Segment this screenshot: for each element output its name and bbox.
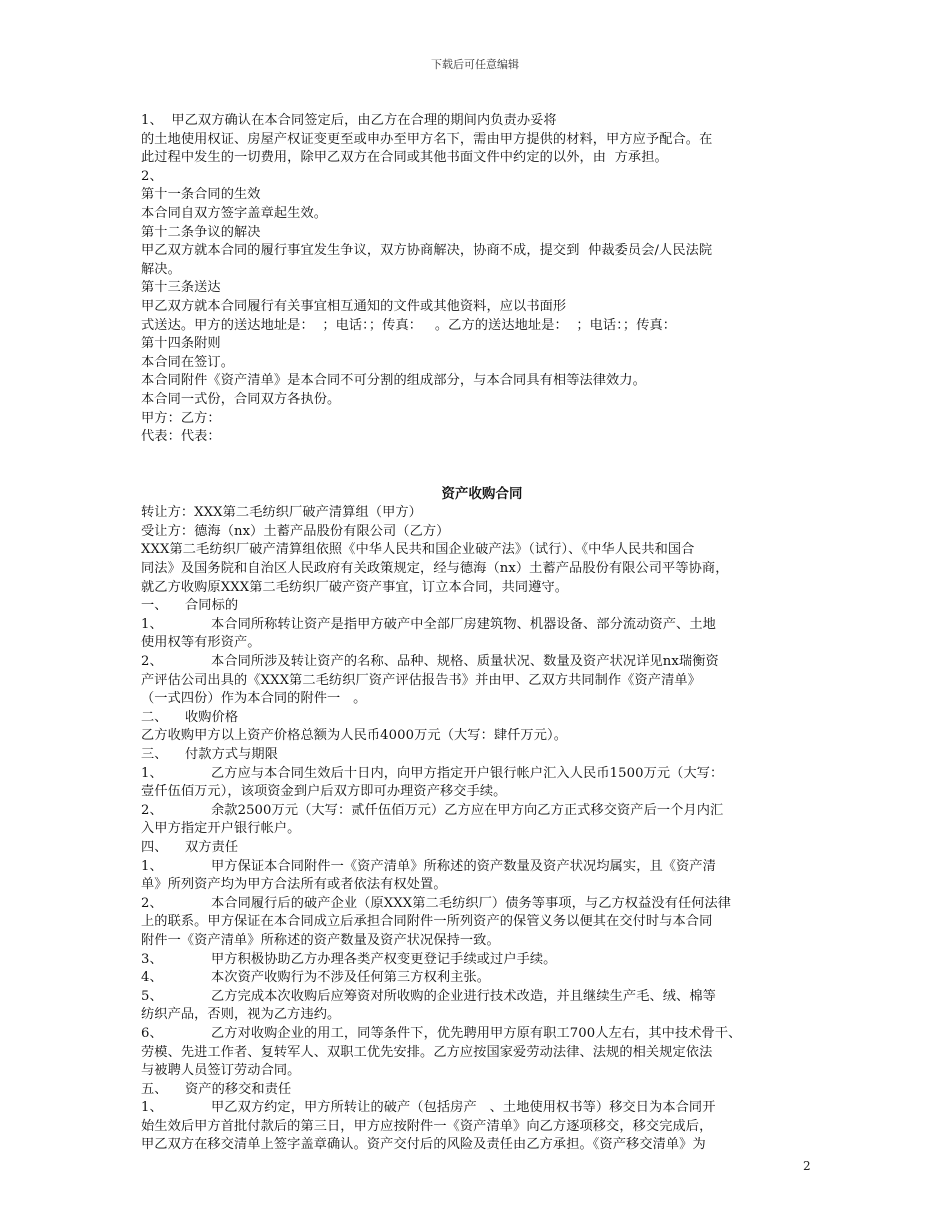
text-line	[141, 1118, 823, 1137]
clause-number: 6、	[141, 1025, 163, 1041]
text-line: 本合同自双方签字盖章起生效。	[141, 205, 328, 221]
contract-title: 资产收购合同	[441, 485, 523, 502]
text-line: 第十三条送达	[141, 280, 221, 296]
section-heading	[141, 1081, 823, 1100]
clause-text: 收购价格	[185, 709, 239, 725]
text-line: 的土地使用权证、房屋产权证变更至或申办至甲方名下，需由甲方提供的材料，甲方应予配合。在	[141, 131, 713, 147]
clause-text: 甲乙双方约定，甲方所转让的破产（包括房产 、土地使用权书等）移交日为本合同开	[211, 1100, 716, 1116]
text-line: 第十四条附则	[141, 336, 221, 352]
text-line	[141, 820, 823, 839]
clause-text: 甲方积极协助乙方办理各类产权变更登记手续或过户手续。	[211, 951, 557, 967]
clause-number: 5、	[141, 988, 163, 1004]
clause-text: 劳模、先进工作者、复转军人、双职工优先安排。乙方应按国家爱劳动法律、法规的相关规定依法	[141, 1044, 713, 1060]
text-line: 本合同在签订。	[141, 354, 235, 370]
section-heading	[141, 709, 823, 728]
text-line: 2、	[141, 168, 163, 184]
numbered-clause	[141, 765, 823, 784]
clause-number: 4、	[141, 970, 163, 986]
clause-text: 产评估公司出具的《XXX第二毛纺织厂资产评估报告书》并由甲、乙双方共同制作《资产清单》	[141, 672, 701, 688]
text-line	[141, 579, 823, 598]
text-line: 第十二条争议的解决	[141, 224, 261, 240]
clause-number: 3、	[141, 951, 163, 967]
clause-text: 乙方完成本次收购后应筹资对所收购的企业进行技术改造，并且继续生产毛、绒、棉等	[211, 988, 716, 1004]
text-line: 1、 甲乙双方确认在本合同签定后，由乙方在合理的期间内负责办妥将	[141, 113, 557, 128]
clause-text: 乙方应与本合同生效后十日内，向甲方指定开户银行帐户汇入人民币1500万元（大写：	[211, 765, 724, 781]
clause-number: 2、	[141, 802, 163, 818]
text-line: 甲乙双方就本合同履行有关事宜相互通知的文件或其他资料，应以书面形	[141, 298, 567, 314]
asset-acquisition-contract-body	[141, 504, 823, 1155]
numbered-clause	[141, 1025, 823, 1044]
numbered-clause	[141, 802, 823, 821]
clause-text: 乙方收购甲方以上资产价格总额为人民币4000万元（大写：肆仟万元）。	[141, 728, 567, 744]
numbered-clause	[141, 969, 823, 988]
clause-text: 使用权等有形资产。	[141, 635, 261, 651]
text-line: 第十一条合同的生效	[141, 187, 261, 203]
section-heading	[141, 746, 823, 765]
clause-number: 1、	[141, 858, 163, 874]
numbered-clause	[141, 895, 823, 914]
clause-text: 本合同所涉及转让资产的名称、品种、规格、质量状况、数量及资产状况详见nx瑞衡资	[211, 654, 719, 670]
page-number: 2	[803, 1159, 811, 1173]
clause-text: 余款2500万元（大写：贰仟伍佰万元）乙方应在甲方向乙方正式移交资产后一个月内汇	[211, 802, 724, 818]
clause-text: 与被聘人员签订劳动合同。	[141, 1063, 301, 1079]
numbered-clause	[141, 858, 823, 877]
clause-text: 乙方对收购企业的用工，同等条件下，优先聘用甲方原有职工700人左右，其中技术骨干、	[211, 1025, 742, 1041]
text-line: 解决。	[141, 261, 181, 277]
text-line	[141, 783, 823, 802]
text-line	[141, 690, 823, 709]
clause-text: 始生效后甲方首批付款后的第三日，甲方应按附件一《资产清单》向乙方逐项移交，移交完成后，	[141, 1118, 713, 1134]
text-line	[141, 634, 823, 653]
text-line: 此过程中发生的一切费用，除甲乙双方在合同或其他书面文件中约定的以外，由 方承担。	[141, 150, 668, 166]
clause-text: 甲乙双方在移交清单上签字盖章确认。资产交付后的风险及责任由乙方承担。《资产移交清单》为	[141, 1137, 706, 1153]
clause-number: 1、	[141, 616, 163, 632]
clause-number: 1、	[141, 765, 163, 781]
numbered-clause	[141, 988, 823, 1007]
clause-text: 纺织产品，否则，视为乙方违约。	[141, 1007, 341, 1023]
clause-number: 一、	[141, 598, 168, 614]
clause-text: 附件一《资产清单》所称述的资产数量及资产状况保持一致。	[141, 932, 500, 948]
clause-text: 转让方：XXX第二毛纺织厂破产清算组（甲方）	[141, 505, 422, 521]
clause-text: 壹仟伍佰万元），该项资金到户后双方即可办理资产移交手续。	[141, 784, 507, 800]
clause-number: 四、	[141, 839, 168, 855]
text-line: 本合同附件《资产清单》是本合同不可分割的组成部分，与本合同具有相等法律效力。	[141, 373, 646, 389]
text-line	[141, 727, 823, 746]
clause-text: 付款方式与期限	[185, 747, 279, 762]
clause-text: 合同标的	[185, 598, 239, 614]
clause-text: 受让方：德海（nx）土蓄产品股份有限公司（乙方）	[141, 523, 450, 539]
clause-number: 三、	[141, 747, 168, 762]
clause-number: 二、	[141, 709, 168, 725]
text-line	[141, 523, 823, 542]
section-heading	[141, 839, 823, 858]
text-line	[141, 1136, 823, 1155]
text-line	[141, 1062, 823, 1081]
text-line	[141, 541, 823, 560]
clause-text: 双方责任	[185, 839, 239, 855]
text-line	[141, 913, 823, 932]
clause-text: 本次资产收购行为不涉及任何第三方权利主张。	[211, 970, 491, 986]
clause-number: 五、	[141, 1081, 168, 1097]
page-header: 下载后可任意编辑	[431, 58, 519, 71]
text-line	[141, 876, 823, 895]
clause-text: 甲方保证本合同附件一《资产清单》所称述的资产数量及资产状况均属实，且《资产清	[211, 858, 716, 874]
text-line: 甲方：乙方：	[141, 410, 221, 426]
clause-text: 本合同所称转让资产是指甲方破产中全部厂房建筑物、机器设备、部分流动资产、土地	[211, 616, 716, 632]
text-line: 式送达。甲方的送达地址是： ；电话：；传真： 。乙方的送达地址是： ；电话：；传真：	[141, 317, 677, 333]
text-line	[141, 1044, 823, 1063]
numbered-clause	[141, 1099, 823, 1118]
text-line	[141, 560, 823, 579]
clause-text: 入甲方指定开户银行帐户。	[141, 821, 301, 837]
document-body	[141, 112, 823, 1155]
contract-clauses-previous	[141, 112, 823, 447]
clause-number: 2、	[141, 895, 163, 911]
text-line: 甲乙双方就本合同的履行事宜发生争议，双方协商解决，协商不成，提交到 仲裁委员会/人民法院	[141, 243, 713, 259]
numbered-clause	[141, 616, 823, 635]
text-line: 本合同一式份，合同双方各执份。	[141, 391, 341, 407]
clause-number: 2、	[141, 654, 163, 670]
clause-text: XXX第二毛纺织厂破产清算组依照《中华人民共和国企业破产法》（试行）、《中华人民共和国合	[141, 542, 695, 558]
clause-text: （一式四份）作为本合同的附件一 。	[141, 691, 367, 707]
text-line	[141, 504, 823, 523]
numbered-clause	[141, 951, 823, 970]
clause-number: 1、	[141, 1100, 163, 1116]
clause-text: 资产的移交和责任	[185, 1081, 292, 1097]
clause-text: 就乙方收购原XXX第二毛纺织厂破产资产事宜，订立本合同，共同遵守。	[141, 579, 569, 595]
clause-text: 本合同履行后的破产企业（原XXX第二毛纺织厂）债务等事项，与乙方权益没有任何法律	[211, 895, 732, 911]
clause-text: 同法》及国务院和自治区人民政府有关政策规定，经与德海（nx）土蓄产品股份有限公司平等协商，	[141, 561, 729, 577]
text-line	[141, 932, 823, 951]
clause-text: 上的联系。甲方保证在本合同成立后承担合同附件一所列资产的保管义务以便其在交付时与本合同	[141, 914, 713, 930]
text-line	[141, 1006, 823, 1025]
text-line	[141, 672, 823, 691]
clause-text: 单》所列资产均为甲方合法所有或者依法有权处置。	[141, 877, 447, 893]
numbered-clause	[141, 653, 823, 672]
section-heading	[141, 597, 823, 616]
text-line: 代表：代表：	[141, 429, 221, 445]
